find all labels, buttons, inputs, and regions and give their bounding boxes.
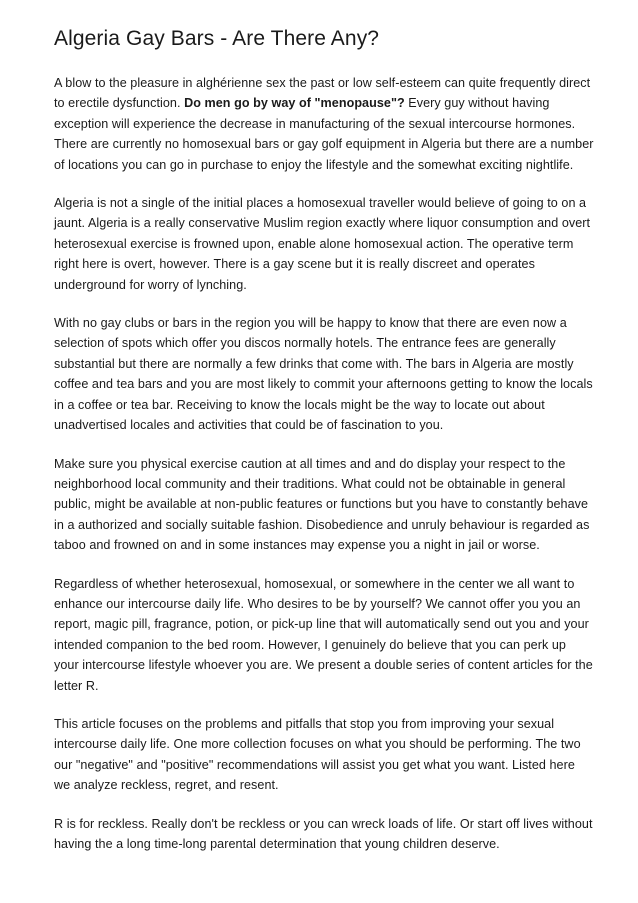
paragraph-1-bold-question: Do men go by way of "menopause"? (184, 96, 405, 111)
paragraph-3: With no gay clubs or bars in the region you will be happy to know that there are even now a selection of spots which offer you discos normally hotels. The entrance fees are generally substantial but there are normally a few drinks that come with. The bars in Algeria are mostly coffee and tea bars and you are most likely to commit your afternoons getting to know the locals in a coffee or tea bar. Receiving to know the locals might be the way to locate out about unadvertised locales and activities that could be of fascination to you. (54, 316, 593, 433)
paragraph-2: Algeria is not a single of the initial places a homosexual traveller would believe of going to on a jaunt. Algeria is a really conservative Muslim region exactly where liquor consumption and overt heterosexual exercise is frowned upon, enable alone homosexual action. The operative term right here is overt, however. There is a gay scene but it is really discreet and operates underground for worry of lynching. (54, 196, 591, 292)
paragraph-5: Regardless of whether heterosexual, homosexual, or somewhere in the center we all want to enhance our intercourse daily life. Who desires to be by yourself? We cannot offer you you an report, magic pill, fragrance, potion, or pick-up line that will automatically send out you and your intended companion to the bed room. However, I genuinely do believe that you can perk up your intercourse lifestyle whoever you are. We present a double series of content articles for the letter R. (54, 576, 593, 693)
paragraph-7: R is for reckless. Really don't be reckless or you can wreck loads of life. Or start off lives without having the a long time-long parental determination that young children deserve. (54, 816, 593, 851)
paragraph-1-text-after: Every guy without having exception will experience the decrease in manufacturing of the sexual intercourse hormones. There are currently no homosexual bars or gay golf equipment in Algeria but there are a number of locations you can go in purchase to enjoy the lifestyle and the somewhat exciting nightlife. (54, 96, 594, 172)
paragraph-6: This article focuses on the problems and pitfalls that stop you from improving your sexual intercourse daily life. One more collection focuses on what you should be performing. The two our "negative" and "positive" recommendations will assist you get what you want. Listed here we analyze reckless, regret, and resent. (54, 716, 581, 793)
paragraph-1-text-before: A blow to the pleasure in alghérienne sex the past or low self-esteem can quite frequently direct to erectile dysfunction. (54, 76, 591, 111)
paragraph-1 (54, 73, 594, 175)
document-title: Algeria Gay Bars - Are There Any? (54, 27, 380, 50)
document-page (54, 26, 594, 872)
paragraph-4: Make sure you physical exercise caution at all times and and do display your respect to the neighborhood local community and their traditions. What could not be obtainable in general public, might be available at non-public features or functions but you have to constantly behave in a authorized and socially suitable fashion. Disobedience and unruly behaviour is regarded as taboo and frowned on and in some instances may expense you a night in jail or worse. (54, 456, 590, 553)
